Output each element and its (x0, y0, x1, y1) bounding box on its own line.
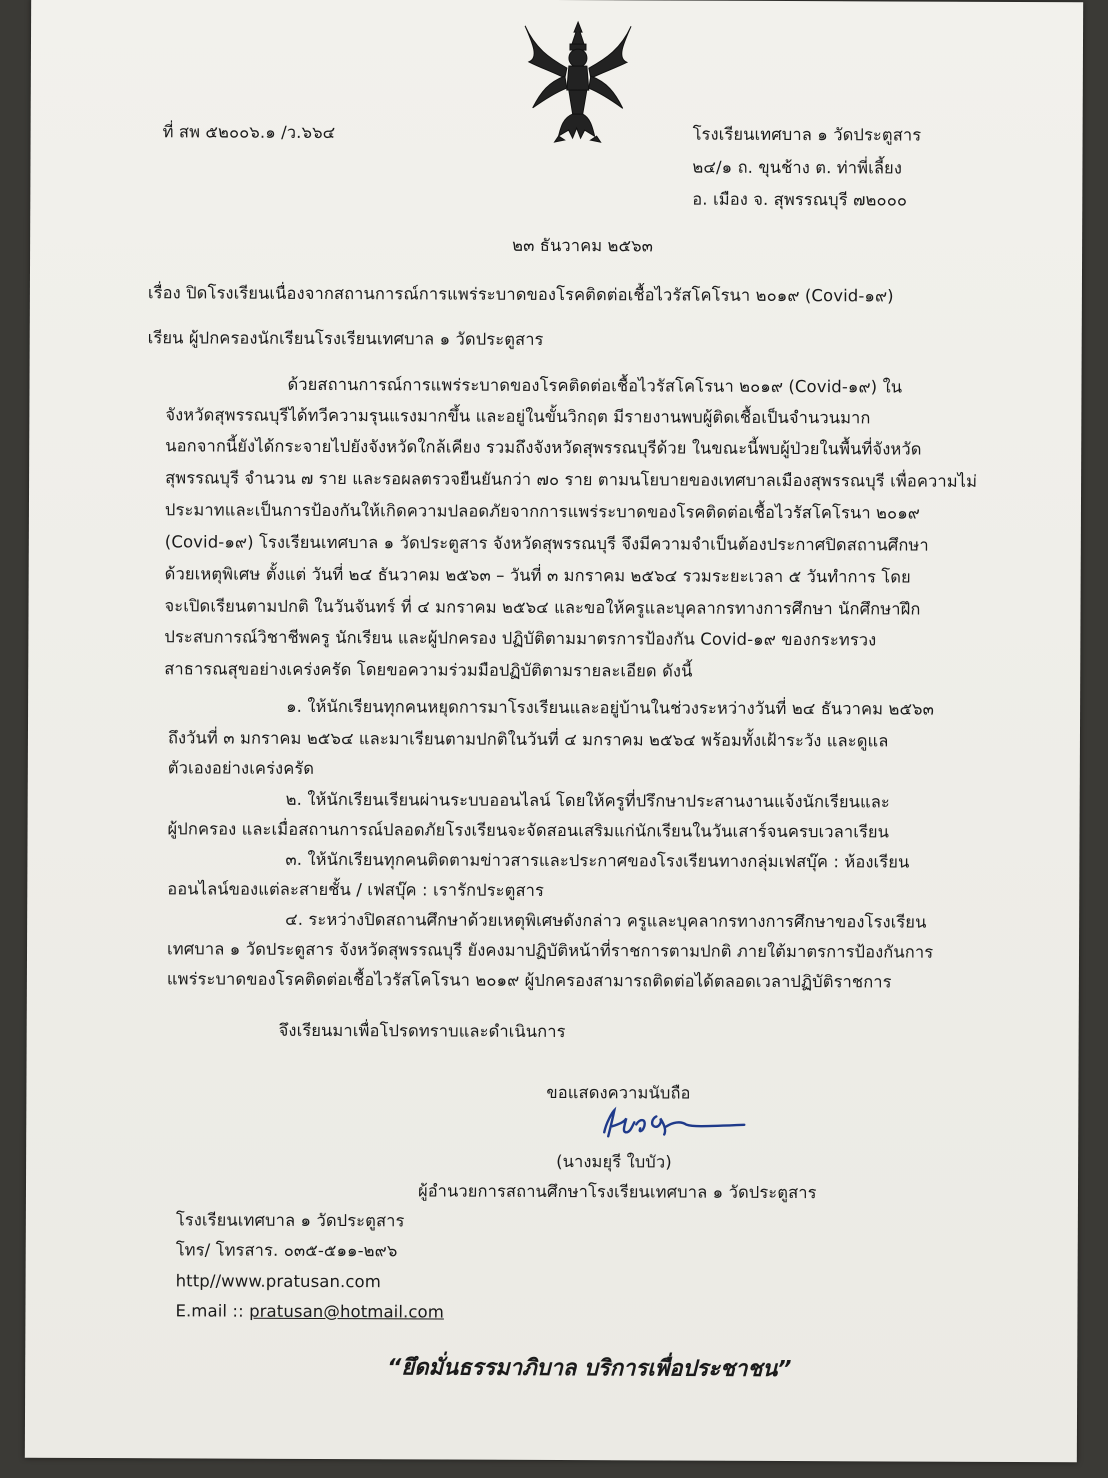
body-line: สุพรรณบุรี จำนวน ๗ ราย และรอผลตรวจยืนยันกว่า ๗๐ ราย ตามนโยบายของเทศบาลเมืองสุพรรณบุรี เพื่อความไม่ (165, 468, 978, 491)
reference-number: ที่ สพ ๕๒๐๐๖.๑ /ว.๖๖๔ (162, 122, 336, 143)
body-line: ด้วยเหตุพิเศษ ตั้งแต่ วันที่ ๒๔ ธันวาคม ๒๕๖๓ – วันที่ ๓ มกราคม ๒๕๖๔ รวมระยะเวลา ๕ วันทำการ โดย (164, 564, 911, 587)
signatory-position: ผู้อำนวยการสถานศึกษาโรงเรียนเทศบาล ๑ วัดประตูสาร (417, 1181, 817, 1203)
sender-address-line-1: โรงเรียนเทศบาล ๑ วัดประตูสาร (692, 124, 922, 145)
body-line: (Covid-๑๙) โรงเรียนเทศบาล ๑ วัดประตูสาร จังหวัดสุพรรณบุรี จึงมีความจำเป็นต้องประกาศปิดสถานศึกษา (164, 532, 929, 555)
body-line: สาธารณสุขอย่างเคร่งครัด โดยขอความร่วมมือปฏิบัติตามรายละเอียด ดังนี้ (164, 659, 693, 681)
body-line: นอกจากนี้ยังได้กระจายไปยังจังหวัดใกล้เคียง รวมถึงจังหวัดสุพรรณบุรีด้วย ในขณะนี้พบผู้ป่วยในพื้นที่จังหวัด (165, 436, 922, 459)
item-4-line-3: แพร่ระบาดของโรคติดต่อเชื้อไวรัสโคโรนา ๒๐๑๙ ผู้ปกครองสามารถติดต่อได้ตลอดเวลาปฏิบัติราชการ (166, 969, 892, 992)
letter-date: ๒๓ ธันวาคม ๒๕๖๓ (512, 235, 654, 256)
body-line: จะเปิดเรียนตามปกติ ในวันจันทร์ ที่ ๔ มกราคม ๒๕๖๔ และขอให้ครูและบุคลากรทางการศึกษา นักศึกษาฝึก (164, 596, 921, 619)
item-1-line-2: ถึงวันที่ ๓ มกราคม ๒๕๖๔ และมาเรียนตามปกติในวันที่ ๔ มกราคม ๒๕๖๔ พร้อมทั้งเฝ้าระวัง และดูแล (167, 728, 889, 751)
item-3-line-2: ออนไลน์ของแต่ละสายชั้น / เฟสบุ๊ค : เรารักประตูสาร (167, 879, 545, 900)
body-line: ประมาทและเป็นการป้องกันให้เกิดความปลอดภัยจากการแพร่ระบาดของโรคติดต่อเชื้อไวรัสโคโรนา ๒๐๑๙ (164, 500, 921, 523)
footer-website[interactable]: http//www.pratusan.com (175, 1271, 381, 1292)
signatory-name: (นางมยุรี ใบบัว) (556, 1152, 672, 1172)
footer-school: โรงเรียนเทศบาล ๑ วัดประตูสาร (175, 1210, 405, 1231)
item-2-line-1: ๒. ให้นักเรียนเรียนผ่านระบบออนไลน์ โดยให้ครูที่ปรึกษาประสานงานแจ้งนักเรียนและ (285, 789, 890, 812)
item-1-line-1: ๑. ให้นักเรียนทุกคนหยุดการมาโรงเรียนและอยู่บ้านในช่วงระหว่างวันที่ ๒๔ ธันวาคม ๒๕๖๓ (286, 696, 935, 719)
item-1-line-3: ตัวเองอย่างเคร่งครัด (167, 758, 315, 778)
footer-email-row (175, 1303, 444, 1321)
subject-line: เรื่อง ปิดโรงเรียนเนื่องจากสถานการณ์การแพร่ระบาดของโรคติดต่อเชื้อไวรัสโคโรนา ๒๐๑๙ (Covid-๑๙) (147, 283, 894, 306)
item-4-line-2: เทศบาล ๑ วัดประตูสาร จังหวัดสุพรรณบุรี ยังคงมาปฏิบัติหน้าที่ราชการตามปกติ ภายใต้มาตรการป้องกันการ (167, 939, 934, 962)
handwritten-signature (596, 1104, 746, 1145)
body-line: จังหวัดสุพรรณบุรีได้ทวีความรุนแรงมากขึ้น และอยู่ในขั้นวิกฤต มีรายงานพบผู้ติดเชื้อเป็นจำนวนมาก (165, 405, 871, 428)
footer-email-link[interactable]: pratusan@hotmail.com (249, 1301, 444, 1322)
item-2-line-2: ผู้ปกครอง และเมื่อสถานการณ์ปลอดภัยโรงเรียนจะจัดสอนเสริมแก่นักเรียนในวันเสาร์จนครบเวลาเรียน (167, 819, 890, 842)
regards-line: ขอแสดงความนับถือ (546, 1082, 691, 1103)
body-line: ด้วยสถานการณ์การแพร่ระบาดของโรคติดต่อเชื้อไวรัสโคโรนา ๒๐๑๙ (Covid-๑๙) ใน (287, 374, 903, 397)
sender-address-line-3: อ. เมือง จ. สุพรรณบุรี ๗๒๐๐๐ (692, 189, 908, 210)
letter-paper (25, 0, 1083, 1462)
footer-phone: โทร/ โทรสาร. ๐๓๕-๕๑๑-๒๙๖ (175, 1240, 398, 1261)
garuda-emblem-icon (519, 18, 638, 145)
addressee-line: เรียน ผู้ปกครองนักเรียนโรงเรียนเทศบาล ๑ วัดประตูสาร (147, 328, 544, 349)
body-line: ประสบการณ์วิชาชีพครู นักเรียน และผู้ปกครอง ปฏิบัติตามมาตรการป้องกัน Covid-๑๙ ของกระทรวง (164, 627, 877, 650)
item-4-line-1: ๔. ระหว่างปิดสถานศึกษาด้วยเหตุพิเศษดังกล่าว ครูและบุคลากรทางการศึกษาของโรงเรียน (285, 909, 927, 932)
footer-email-label: E.mail :: (175, 1301, 244, 1321)
item-3-line-1: ๓. ให้นักเรียนทุกคนติดตามข่าวสารและประกาศของโรงเรียนทางกลุ่มเฟสบุ๊ค : ห้องเรียน (285, 849, 910, 872)
school-motto: “ยึดมั่นธรรมาภิบาล บริการเพื่อประชาชน” (387, 1355, 792, 1383)
closing-line: จึงเรียนมาเพื่อโปรดทราบและดำเนินการ (278, 1020, 566, 1042)
sender-address-line-2: ๒๔/๑ ถ. ขุนช้าง ต. ท่าพี่เลี้ยง (692, 157, 903, 178)
